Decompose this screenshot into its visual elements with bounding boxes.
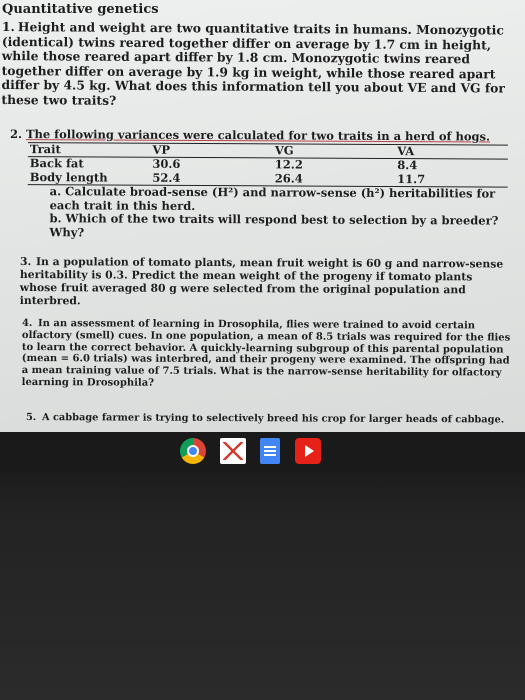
taskbar-icons [180,438,330,468]
table-cell: 26.4 [273,172,395,187]
table-cell: Body length [28,171,151,186]
table-cell: 11.7 [395,173,508,188]
docs-icon[interactable] [260,438,280,464]
question-2 [9,128,515,242]
question-number: 5. [25,412,37,424]
question-text: In an assessment of learning in Drosophila, flies were trained to avoid certain olfactory (smell) cues. In one population, a mean of 8.5 trials was required for the flies to learn the correct behavior. A quickly-learning subgroup of this parental population (mean = 6.0 trials) was interbred, and their progeny were examined. The offspring had a mean training value of 7.5 trials. What is the narrow-sense heritability for olfactory learning in Drosophila? [21,318,511,389]
table-header: Trait [28,142,151,157]
youtube-icon[interactable] [295,438,321,464]
question-2a: a. Calculate broad-sense (H²) and narrow-sense (h²) heritabilities for each trait in this herd. [49,184,496,213]
table-cell: 8.4 [397,158,418,173]
question-number: 3. [19,255,32,269]
table-cell: 30.6 [152,156,181,171]
variance-table [28,142,508,188]
table-cell: 52.4 [150,171,272,186]
question-text: Height and weight are two quantitative traits in humans. Monozygotic (identical) twins reared together differ on average by 1.7 cm in height, while those reared apart differ by 1.8 cm. Monozygotic twins reared together differ on average by 1.9 kg in weight, while those reared apart differ by 4.5 kg. What does this information tell you about VE and VG for these two traits? [1,19,505,108]
table-header: VP [150,143,272,158]
table-header: VG [273,143,395,158]
laptop-bezel [0,432,525,700]
table-cell: 12.2 [274,157,303,172]
question-1 [1,20,522,111]
question-3 [20,255,510,310]
page-title: Quantitative genetics [2,2,159,17]
table-header: VA [395,144,508,159]
chrome-icon[interactable] [180,438,206,464]
question-2b: b. Which of the two traits will respond best to selection by a breeder? Why? [49,211,499,239]
question-number: 4. [21,318,33,330]
question-text: The following variances were calculated for two traits in a herd of hogs. [25,127,491,144]
question-text: In a population of tomato plants, mean fruit weight is 60 g and narrow-sense heritability is 0.3. Predict the mean weight of the progeny if tomato plants whose fruit averaged 80 g were selected from the original population and interbred. [19,255,504,308]
question-number: 2. [9,127,23,142]
question-number: 1. [1,19,15,35]
table-cell: Back fat [29,156,84,171]
question-4 [22,318,512,391]
question-5 [26,412,506,427]
gmail-icon[interactable] [220,438,246,464]
question-text: A cabbage farmer is trying to selectively breed his crop for larger heads of cabbage. [41,412,505,426]
